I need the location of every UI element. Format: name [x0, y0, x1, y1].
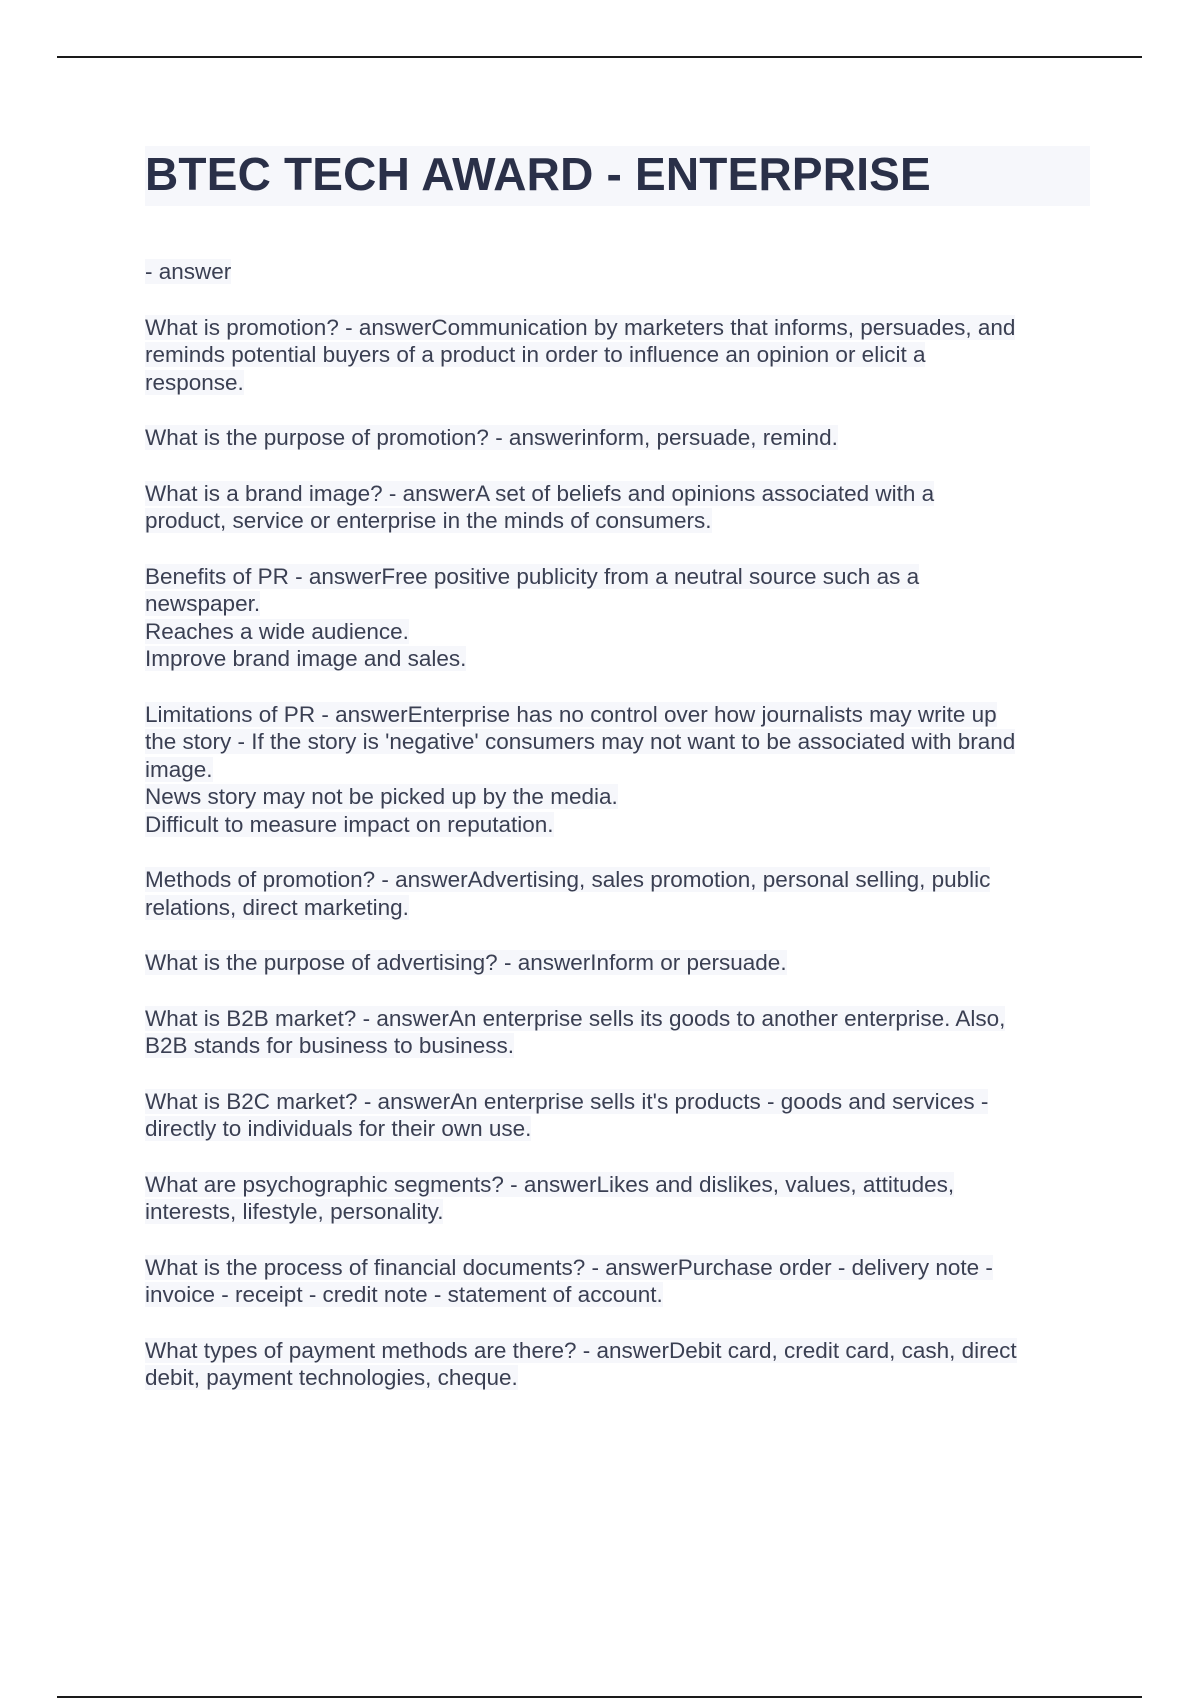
qa-entry: What types of payment methods are there? - answerDebit card, credit card, cash, direct debit, payment technologies, cheque.	[145, 1337, 1017, 1390]
qa-entry: What is B2B market? - answerAn enterprise sells its goods to another enterprise. Also, B2B stands for business to business.	[145, 1005, 1006, 1058]
qa-entry: What is B2C market? - answerAn enterprise sells it's products - goods and services - directly to individuals for their own use.	[145, 1088, 989, 1141]
qa-entry: What is the purpose of promotion? - answerinform, persuade, remind.	[145, 425, 838, 450]
footer-rule	[57, 1696, 1142, 1698]
qa-entry: Methods of promotion? - answerAdvertising, sales promotion, personal selling, public relations, direct marketing.	[145, 867, 991, 920]
qa-entry: - answer	[145, 259, 232, 284]
document-title: BTEC TECH AWARD - ENTERPRISE	[145, 146, 1090, 206]
qa-list	[145, 258, 1090, 1392]
qa-entry: What is promotion? - answerCommunication by marketers that informs, persuades, and reminds potential buyers of a product in order to influence an opinion or elicit a response.	[145, 314, 1016, 395]
qa-entry: Benefits of PR - answerFree positive publicity from a neutral source such as a newspaper. Reaches a wide audience. Improve brand image and sales.	[145, 563, 920, 671]
qa-entry: What are psychographic segments? - answerLikes and dislikes, values, attitudes, interests, lifestyle, personality.	[145, 1171, 955, 1224]
header-rule	[57, 56, 1142, 58]
qa-entry: What is the process of financial documents? - answerPurchase order - delivery note - invoice - receipt - credit note - statement of account.	[145, 1254, 993, 1307]
qa-entry: What is a brand image? - answerA set of beliefs and opinions associated with a product, service or enterprise in the minds of consumers.	[145, 480, 935, 533]
qa-entry: Limitations of PR - answerEnterprise has no control over how journalists may write up the story - If the story is 'negative' consumers may not want to be associated with brand image. News story may not be picked up by the media. Difficult to measure impact on reputation.	[145, 701, 1016, 837]
document-body	[145, 146, 1090, 1420]
qa-entry: What is the purpose of advertising? - answerInform or persuade.	[145, 950, 787, 975]
